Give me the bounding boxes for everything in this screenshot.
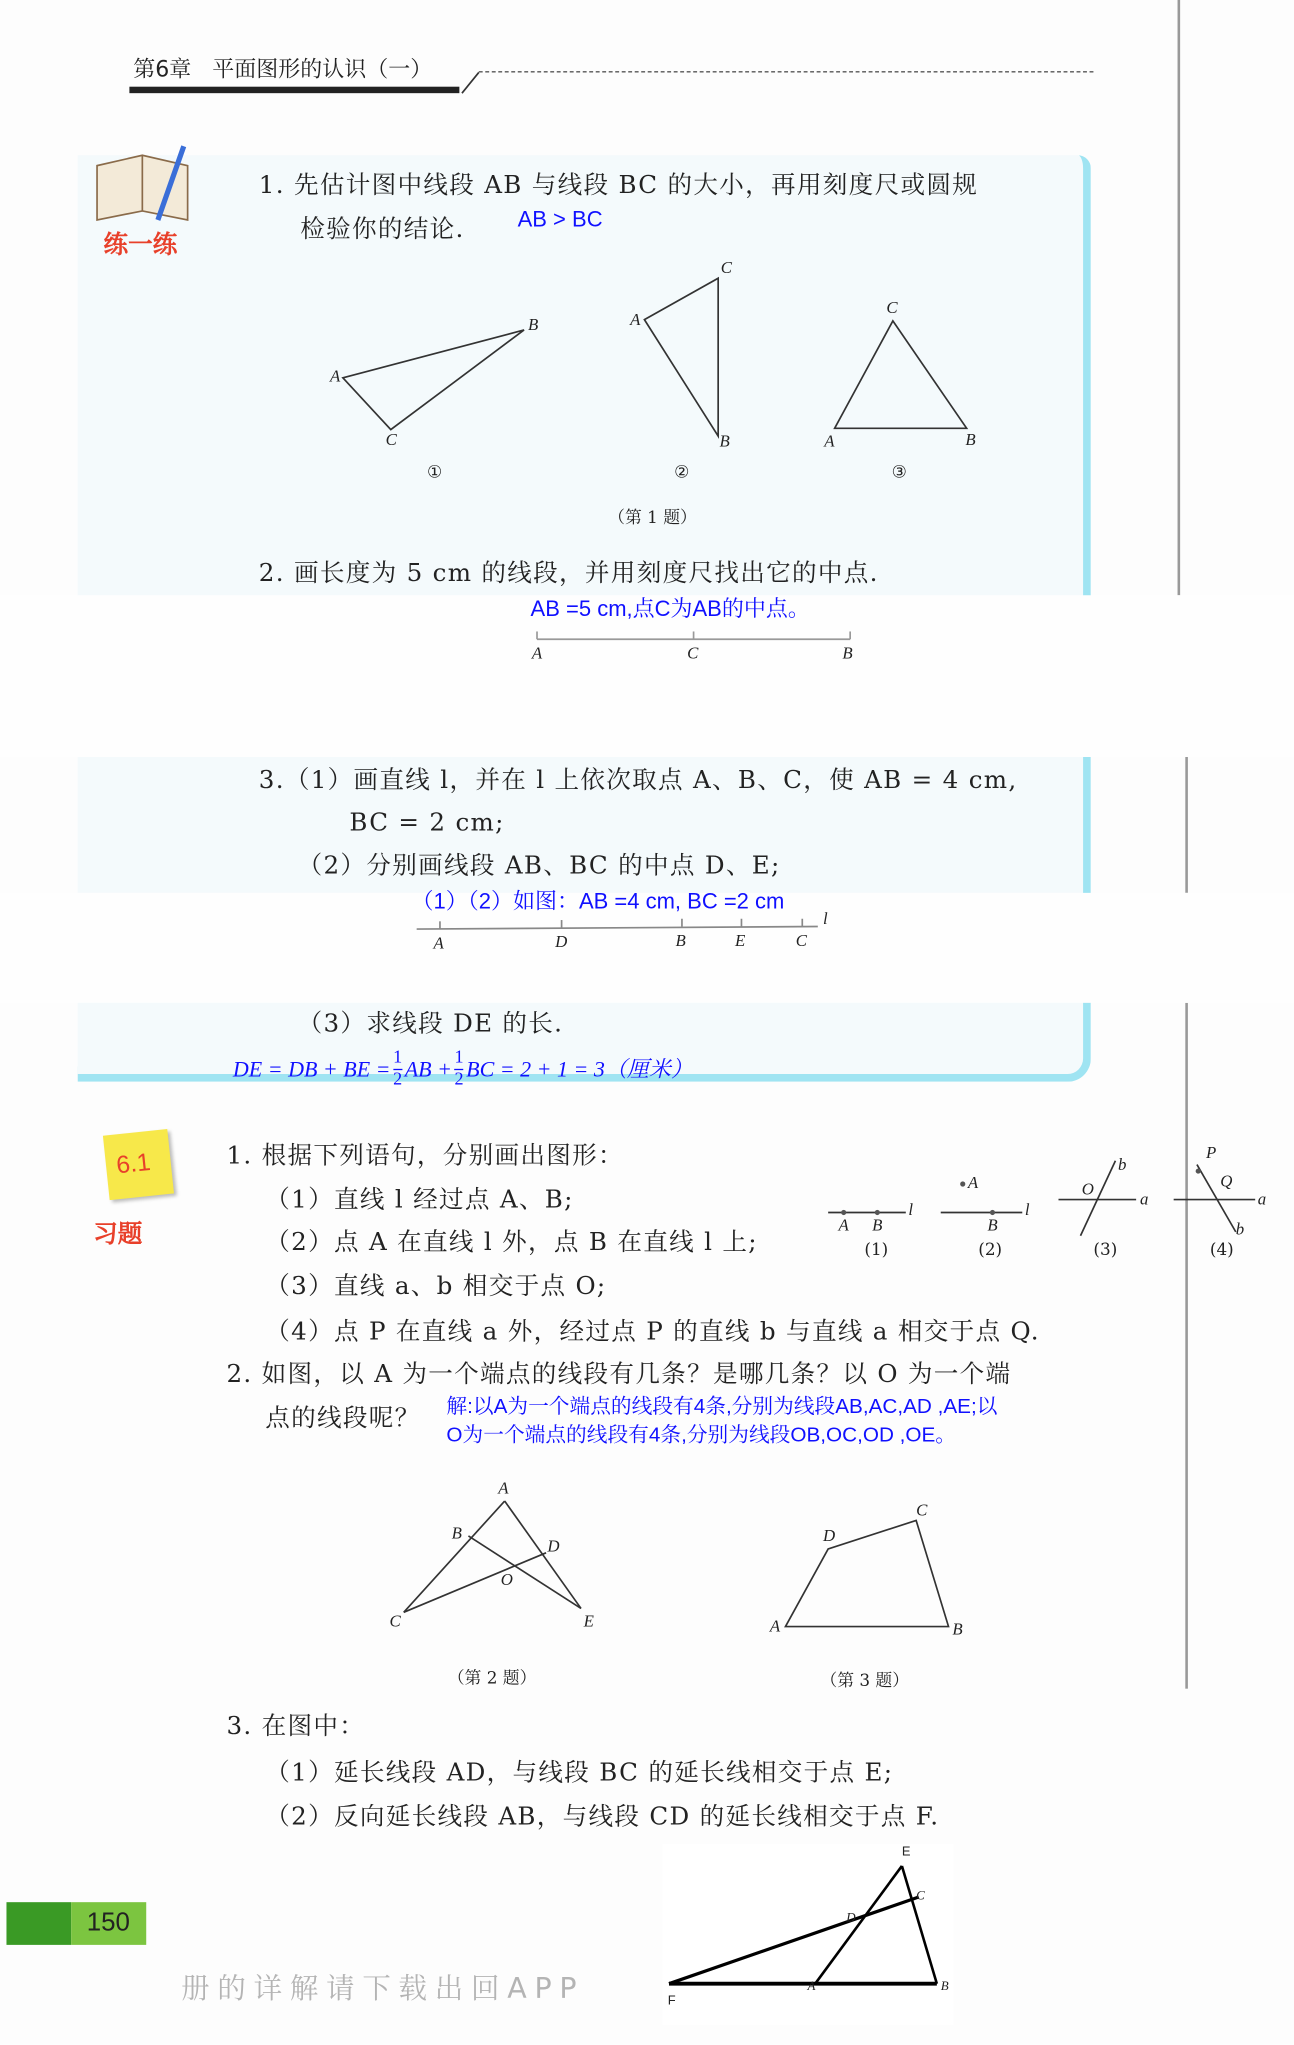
point-label: A (433, 932, 444, 953)
figure-caption: (2) (978, 1240, 1003, 1261)
point-label: C (916, 1499, 928, 1520)
formula-part: AB + (404, 1057, 452, 1082)
ex2-answer: 解:以A为一个端点的线段有4条,分别为线段AB,AC,AD ,AE;以 (446, 1396, 998, 1419)
point-label: A (838, 1215, 849, 1235)
point-label: B (842, 643, 853, 663)
point-label: A (769, 1616, 781, 1636)
point-label: F (667, 1994, 676, 2009)
figure-number: ① (427, 463, 443, 483)
point-label: C (389, 1611, 401, 1631)
q3-text-4: （3）求线段 DE 的长. (297, 1009, 564, 1038)
point-label: D (822, 1525, 836, 1546)
q2-text: 2. 画长度为 5 cm 的线段，并用刻度尺找出它的中点. (258, 559, 879, 588)
q3-text-2: BC = 2 cm; (349, 808, 505, 838)
line-label: l (822, 908, 828, 928)
point-label: A (531, 643, 543, 663)
point-label: B (952, 1618, 963, 1639)
ex3-item: （1）延长线段 AD，与线段 BC 的延长线相交于点 E; (265, 1758, 894, 1788)
point-label: P (1206, 1142, 1217, 1163)
point-label: A (824, 430, 835, 451)
point-label: B (451, 1523, 462, 1543)
section-number: 6.1 (115, 1149, 152, 1180)
watermark: 册的详解请下载出回APP (181, 1973, 585, 2006)
ex1-title: 1. 根据下列语句，分别画出图形： (226, 1141, 624, 1170)
point-label: A (630, 309, 641, 329)
point-label: E (734, 930, 746, 950)
figure-number: ② (674, 463, 690, 483)
page-number-box (71, 1902, 146, 1945)
numerator: 1 (455, 1048, 464, 1070)
figure-caption: （第 2 题） (447, 1669, 537, 1689)
numerator: 1 (393, 1048, 402, 1070)
practice-badge: 练一练 (103, 230, 178, 259)
line-label: a (1140, 1189, 1149, 1209)
point-label: A (807, 1979, 816, 1995)
ex3-item: （2）反向延长线段 AB，与线段 CD 的延长线相交于点 F. (265, 1802, 940, 1832)
point-label: A (498, 1477, 509, 1498)
ex1-item: （1）直线 l 经过点 A、B; (265, 1185, 574, 1214)
chapter-title: 平面图形的认识（一） (212, 56, 433, 83)
point-label: O (1081, 1178, 1094, 1199)
line-label: a (1257, 1189, 1267, 1209)
figure-caption: (4) (1209, 1240, 1234, 1261)
formula-part: DE = DB + BE = (232, 1057, 391, 1082)
page-number-tab (6, 1902, 71, 1945)
q2-answer: AB =5 cm,点C为AB的中点。 (530, 596, 810, 622)
point-label: D (555, 931, 568, 952)
figure-caption: (3) (1093, 1240, 1118, 1261)
point-label: C (687, 643, 699, 663)
q3-text-3: （2）分别画线段 AB、BC 的中点 D、E; (297, 851, 781, 880)
point-label: A (329, 366, 341, 386)
ex1-item: （3）直线 a、b 相交于点 O; (265, 1272, 607, 1301)
line-label: b (1118, 1154, 1127, 1174)
ex1-item: （2）点 A 在直线 l 外，点 B 在直线 l 上; (265, 1228, 758, 1257)
point-label: B (527, 314, 539, 334)
point-label: O (500, 1569, 513, 1590)
line-label: l (1024, 1199, 1030, 1219)
exercise-label: 习题 (93, 1220, 143, 1249)
point-label: B (872, 1215, 883, 1235)
q1-text-2: 检验你的结论. (300, 214, 465, 244)
point-label: B (965, 429, 976, 450)
formula-part: BC = 2 + 1 = 3（厘米） (466, 1057, 693, 1082)
ex2-text-2: 点的线段呢？ (265, 1403, 421, 1433)
point-label: B (675, 930, 686, 950)
q3-text: 3.（1）画直线 l，并在 l 上依次取点 A、B、C，使 AB = 4 cm, (258, 766, 1018, 795)
ex2-answer-2: O为一个端点的线段有4条,分别为线段OB,OC,OD ,OE。 (446, 1424, 957, 1447)
figure-caption: （第 1 题） (608, 508, 697, 528)
point-label: A (967, 1172, 979, 1192)
point-label: B (940, 1979, 949, 1995)
figure-number: ③ (891, 463, 907, 483)
point-label: B (987, 1215, 998, 1235)
point-label: C (385, 429, 397, 450)
point-label: D (846, 1911, 856, 1926)
denominator: 2 (393, 1070, 403, 1090)
q3-answer: （1）（2）如图：AB =4 cm, BC =2 cm (411, 888, 785, 914)
point-label: D (547, 1535, 560, 1556)
point-label: E (901, 1845, 911, 1860)
figure-caption: (1) (864, 1240, 889, 1261)
figure-caption: （第 3 题） (820, 1671, 910, 1692)
line-label: b (1235, 1218, 1245, 1239)
page-number: 150 (86, 1908, 130, 1938)
point-label: C (886, 297, 898, 318)
point-label: E (583, 1611, 594, 1631)
point-label: C (720, 257, 732, 277)
line-label: l (908, 1199, 914, 1219)
ex2-text: 2. 如图，以 A 为一个端点的线段有几条？是哪几条？以 O 为一个端 (226, 1359, 1012, 1389)
ex3-title: 3. 在图中： (226, 1711, 366, 1741)
q1-answer: AB > BC (517, 207, 603, 232)
ex1-item: （4）点 P 在直线 a 外，经过点 P 的直线 b 与直线 a 相交于点 Q. (265, 1317, 1040, 1346)
point-label: C (795, 930, 808, 950)
point-label: Q (1220, 1171, 1233, 1191)
denominator: 2 (454, 1070, 464, 1090)
point-label: C (916, 1889, 925, 1904)
chapter-number: 第6章 (133, 56, 192, 83)
point-label: B (719, 430, 730, 451)
q1-text: 1. 先估计图中线段 AB 与线段 BC 的大小，再用刻度尺或圆规 (258, 170, 979, 200)
